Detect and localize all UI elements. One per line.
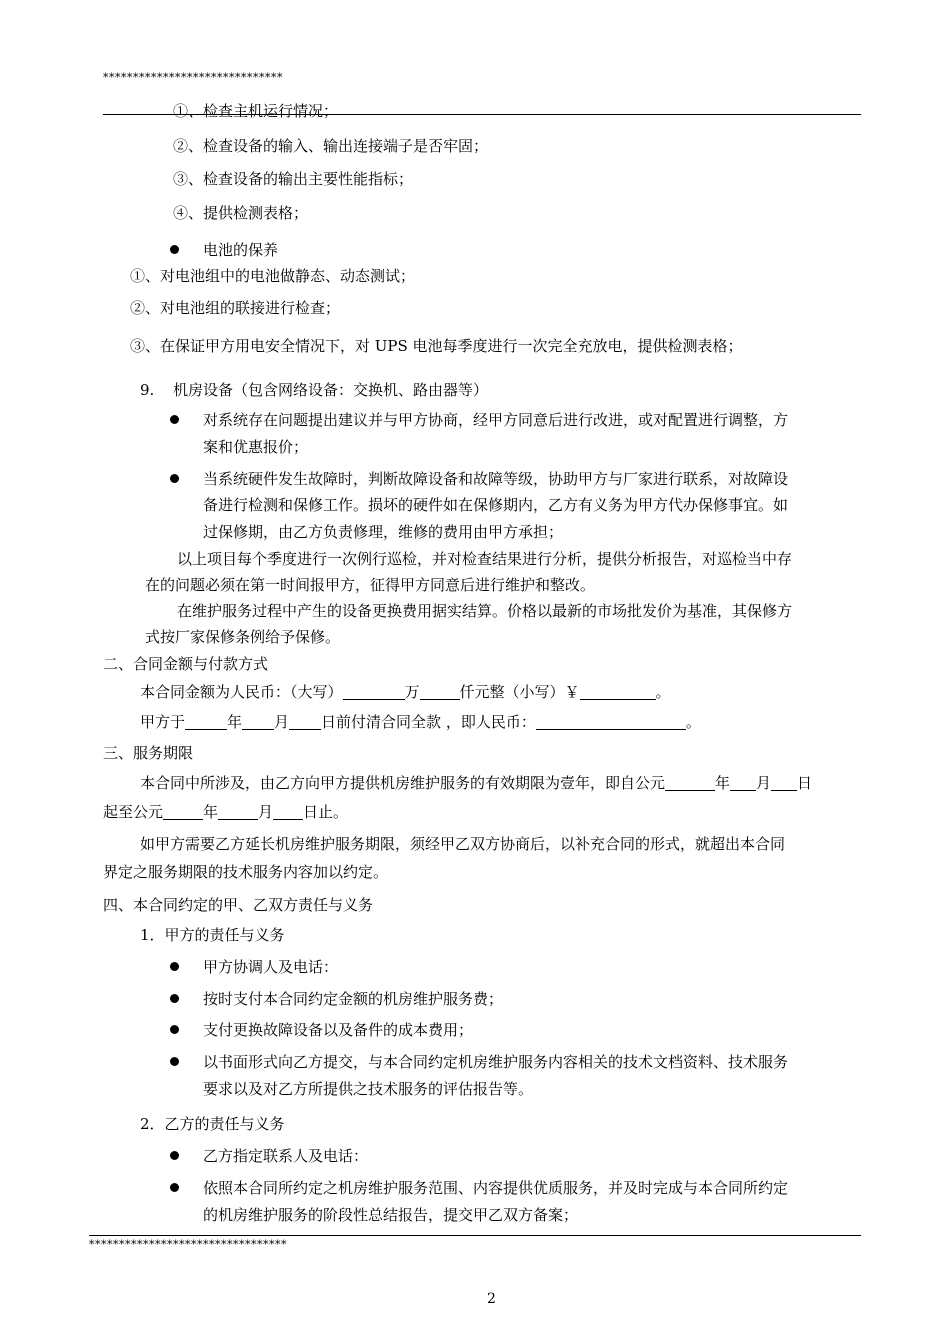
bullet-icon — [170, 474, 179, 483]
pay-month-blank[interactable] — [242, 713, 274, 730]
section9-bullet1-line1: 对系统存在问题提出建议并与甲方协商，经甲方同意后进行改进，或对配置进行调整，方 — [203, 411, 789, 429]
battery-item-3: ③、在保证甲方用电安全情况下，对 UPS 电池每季度进行一次完全充放电，提供检测表格； — [130, 337, 743, 355]
payment-line: 甲方于 年 月 日前付清合同全款 ，即人民币： 。 — [140, 713, 701, 731]
section4-sub1-title: 1．甲方的责任与义务 — [140, 926, 285, 944]
section9-number: 9. — [140, 381, 155, 399]
section9-bullet2-line2: 备进行检测和保修工作。损坏的硬件如在保修期内，乙方有义务为甲方代办保修事宜。如 — [203, 496, 789, 514]
section9-para2-line1: 在维护服务过程中产生的设备更换费用据实结算。价格以最新的市场批发价为基准，其保修方 — [177, 602, 793, 620]
section9-bullet2-line3: 过保修期，由乙方负责修理，维修的费用由甲方承担； — [203, 523, 564, 541]
pay-day-blank[interactable] — [289, 713, 321, 730]
header-stars: ****************************** — [103, 71, 283, 84]
battery-item-2: ②、对电池组的联接进行检查； — [130, 299, 341, 317]
partyA-duty-2: 按时支付本合同约定金额的机房维护服务费； — [203, 990, 504, 1008]
section4-sub2-title: 2．乙方的责任与义务 — [140, 1115, 285, 1133]
ups-check-4: ④、提供检测表格； — [173, 204, 309, 222]
start-year-blank[interactable] — [665, 774, 715, 791]
service-period-line2: 起至公元 年 月 日止。 — [103, 803, 349, 821]
section3-para-line2: 界定之服务期限的技术服务内容加以约定。 — [103, 863, 389, 881]
bullet-icon — [170, 994, 179, 1003]
ups-check-3: ③、检查设备的输出主要性能指标； — [173, 170, 414, 188]
section9-bullet2-line1: 当系统硬件发生故障时，判断故障设备和故障等级，协助甲方与厂家进行联系，对故障设 — [203, 470, 789, 488]
amount-blank-qian[interactable] — [420, 683, 460, 700]
end-day-blank[interactable] — [273, 803, 303, 820]
partyA-duty-1: 甲方协调人及电话： — [203, 958, 339, 976]
section3-title: 三、服务期限 — [103, 744, 194, 762]
partyB-duty-2-line1: 依照本合同所约定之机房维护服务范围、内容提供优质服务，并及时完成与本合同所约定 — [203, 1179, 789, 1197]
bullet-icon — [170, 1057, 179, 1066]
bullet-icon — [170, 962, 179, 971]
footer-stars: ********************************* — [89, 1238, 287, 1251]
pay-rmb-blank[interactable] — [536, 713, 686, 730]
section9-bullet1-line2: 案和优惠报价； — [203, 438, 309, 456]
service-period-line1: 本合同中所涉及，由乙方向甲方提供机房维护服务的有效期限为壹年，即自公元 年 月 日 — [140, 774, 813, 792]
footer-rule — [89, 1235, 861, 1236]
section9-para1-line2: 在的问题必须在第一时间报甲方，征得甲方同意后进行维护和整改。 — [145, 576, 596, 594]
end-year-blank[interactable] — [163, 803, 203, 820]
section2-title: 二、合同金额与付款方式 — [103, 655, 269, 673]
partyA-duty-3: 支付更换故障设备以及备件的成本费用； — [203, 1021, 474, 1039]
ups-check-1: ①、检查主机运行情况； — [173, 102, 339, 120]
bullet-icon — [170, 415, 179, 424]
section9-para2-line2: 式按厂家保修条例给予保修。 — [145, 628, 341, 646]
battery-title: 电池的保养 — [203, 241, 279, 259]
partyB-duty-1: 乙方指定联系人及电话： — [203, 1147, 369, 1165]
bullet-icon — [170, 1151, 179, 1160]
section9-para1-line1: 以上项目每个季度进行一次例行巡检，并对检查结果进行分析，提供分析报告，对巡检当中存 — [177, 550, 793, 568]
partyA-duty-4-line1: 以书面形式向乙方提交，与本合同约定机房维护服务内容相关的技术文档资料、技术服务 — [203, 1053, 789, 1071]
amount-blank-small[interactable] — [580, 683, 656, 700]
bullet-icon — [170, 1025, 179, 1034]
bullet-icon — [170, 245, 179, 254]
contract-amount-line: 本合同金额为人民币：（大写） 万 仟元整（小写）￥ 。 — [140, 683, 671, 701]
amount-blank-wan[interactable] — [343, 683, 405, 700]
pay-year-blank[interactable] — [185, 713, 227, 730]
start-day-blank[interactable] — [771, 774, 797, 791]
ups-check-2: ②、检查设备的输入、输出连接端子是否牢固； — [173, 137, 489, 155]
end-month-blank[interactable] — [218, 803, 258, 820]
bullet-icon — [170, 1183, 179, 1192]
partyB-duty-2-line2: 的机房维护服务的阶段性总结报告，提交甲乙双方备案； — [203, 1206, 579, 1224]
section3-para-line1: 如甲方需要乙方延长机房维护服务期限，须经甲乙双方协商后，以补充合同的形式，就超出本合同 — [140, 835, 786, 853]
section9-title: 机房设备（包含网络设备：交换机、路由器等） — [173, 381, 489, 399]
section4-title: 四、本合同约定的甲、乙双方责任与义务 — [103, 896, 374, 914]
start-month-blank[interactable] — [730, 774, 756, 791]
page-number: 2 — [487, 1291, 496, 1307]
battery-item-1: ①、对电池组中的电池做静态、动态测试； — [130, 267, 416, 285]
partyA-duty-4-line2: 要求以及对乙方所提供之技术服务的评估报告等。 — [203, 1080, 534, 1098]
